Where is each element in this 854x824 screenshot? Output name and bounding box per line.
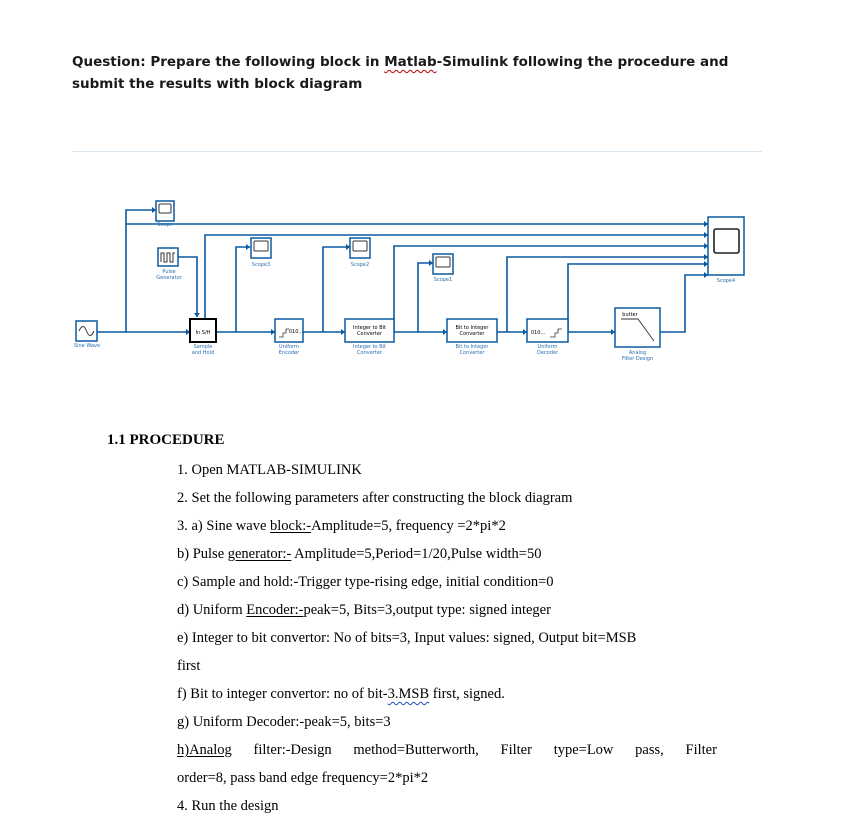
scope3-block[interactable] xyxy=(251,238,271,268)
uniform-decoder-label-2: Decoder xyxy=(536,350,559,356)
analog-filter-label-1: Analog xyxy=(628,350,647,356)
step-3g: g) Uniform Decoder:-peak=5, bits=3 xyxy=(177,714,391,730)
step-3d: d) Uniform Encoder:-peak=5, Bits=3,output type: signed integer xyxy=(177,602,551,618)
uniform-decoder-inner: 010... xyxy=(530,330,546,336)
simulink-block-diagram xyxy=(0,195,854,380)
scope4-label: Scope4 xyxy=(716,278,736,284)
sample-and-hold-block[interactable] xyxy=(190,319,216,356)
b2i-label-2: Converter xyxy=(459,350,485,356)
divider-line xyxy=(72,151,762,152)
step-3e-cont: first xyxy=(177,658,201,674)
scope2-label: Scope2 xyxy=(350,262,370,268)
uniform-encoder-label-2: Encoder xyxy=(278,350,300,356)
uniform-encoder-inner: 010... xyxy=(288,329,304,335)
uniform-encoder-block[interactable] xyxy=(275,319,304,356)
step-3h-cont: order=8, pass band edge frequency=2*pi*2 xyxy=(177,770,429,786)
uniform-decoder-block[interactable] xyxy=(527,319,568,356)
i2b-inner-1: Integer to Bit xyxy=(353,325,386,331)
scope1-block[interactable] xyxy=(433,254,453,283)
i2b-inner-2: Converter xyxy=(357,331,382,337)
procedure-steps xyxy=(177,460,717,824)
step-3f: f) Bit to integer convertor: no of bit-3.MSB first, signed. xyxy=(177,686,505,702)
scope3-label: Scope3 xyxy=(251,262,271,268)
step-3a: 3. a) Sine wave block:-Amplitude=5, frequency =2*pi*2 xyxy=(177,518,506,534)
integer-to-bit-converter-block[interactable] xyxy=(345,319,394,356)
scope4-block[interactable] xyxy=(708,217,744,284)
pulse-generator-label-2: Generator xyxy=(156,275,182,281)
b2i-inner-1: Bit to Integer xyxy=(455,325,489,331)
step-3b: b) Pulse generator:- Amplitude=5,Period=1/20,Pulse width=50 xyxy=(177,546,542,562)
step-3h: h)Analog filter:-Design method=Butterworth, Filter type=Low pass, Filter xyxy=(177,742,717,758)
step-4: 4. Run the design xyxy=(177,798,279,814)
scope-label: Scope xyxy=(157,222,173,228)
procedure-heading: 1.1 PROCEDURE xyxy=(107,432,225,448)
question-suffix: -Simulink following the procedure and submit the results with block diagram xyxy=(72,54,729,92)
step-3c: c) Sample and hold:-Trigger type-rising edge, initial condition=0 xyxy=(177,574,554,590)
pulse-generator-block[interactable] xyxy=(156,248,182,281)
step-2: 2. Set the following parameters after constructing the block diagram xyxy=(177,490,573,506)
analog-filter-label-2: Filter Design xyxy=(621,356,654,362)
sample-and-hold-label-2: and Hold xyxy=(191,350,215,356)
b2i-inner-2: Converter xyxy=(459,331,485,337)
scope-block[interactable] xyxy=(156,201,174,228)
analog-filter-inner: butter xyxy=(622,312,638,318)
i2b-label-1: Integer to Bit xyxy=(353,344,386,350)
analog-filter-design-block[interactable] xyxy=(615,308,660,362)
bit-to-integer-converter-block[interactable] xyxy=(447,319,497,356)
sine-wave-block[interactable] xyxy=(74,321,100,349)
i2b-label-2: Converter xyxy=(357,350,382,356)
sample-and-hold-label-1: Sample xyxy=(193,344,213,350)
pulse-generator-label-1: Pulse xyxy=(162,269,176,275)
question-prefix: Question: Prepare the following block in xyxy=(72,54,385,70)
sine-wave-label: Sine Wave xyxy=(73,343,101,349)
question-matlab-word: Matlab xyxy=(384,54,437,70)
step-1: 1. Open MATLAB-SIMULINK xyxy=(177,462,362,478)
uniform-encoder-label-1: Uniform xyxy=(279,344,299,350)
sample-and-hold-inner: In S/H xyxy=(195,330,211,336)
question-text xyxy=(72,51,772,95)
step-3e: e) Integer to bit convertor: No of bits=3, Input values: signed, Output bit=MSB xyxy=(177,630,637,646)
scope1-label: Scope1 xyxy=(433,277,453,283)
b2i-label-1: Bit to Integer xyxy=(455,344,489,350)
scope2-block[interactable] xyxy=(350,238,370,268)
uniform-decoder-label-1: Uniform xyxy=(537,344,558,350)
